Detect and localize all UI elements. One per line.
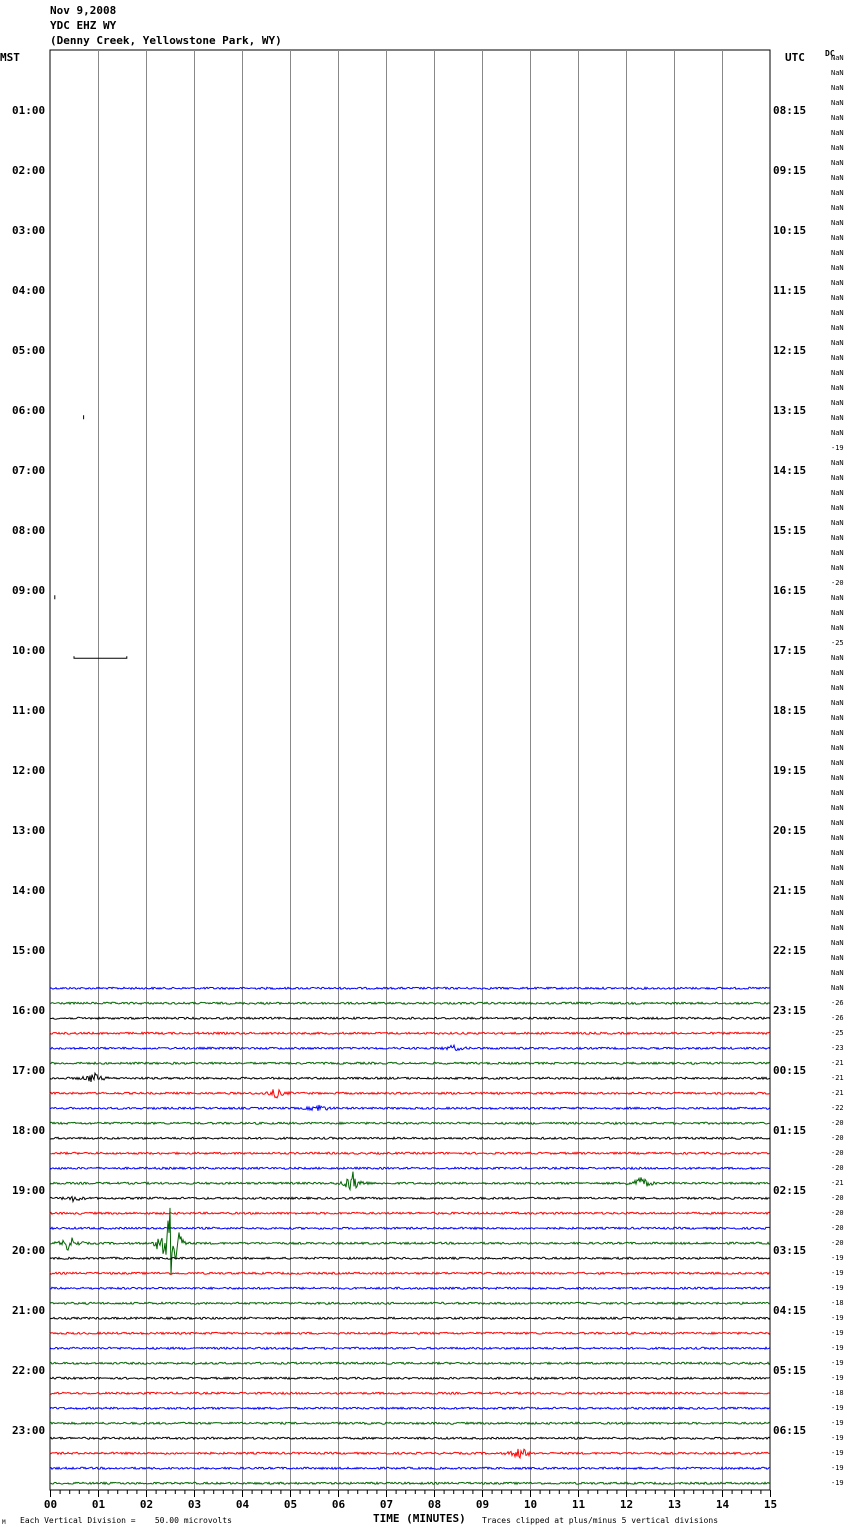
dc-offset-value: NaN	[831, 669, 844, 677]
seismic-trace	[50, 1482, 770, 1484]
dc-offset-value: NaN	[831, 384, 844, 392]
dc-offset-value: NaN	[831, 99, 844, 107]
dc-offset-value: NaN	[831, 279, 844, 287]
dc-offset-value: NaN	[831, 864, 844, 872]
station-code: YDC EHZ WY	[50, 19, 117, 32]
x-tick-label: 12	[619, 1498, 634, 1511]
seismic-trace	[50, 1272, 770, 1274]
dc-offset-value: -21	[831, 1059, 844, 1067]
right-timezone-label: UTC	[785, 51, 805, 64]
dc-offset-value: NaN	[831, 294, 844, 302]
utc-hour-label: 13:15	[773, 404, 807, 417]
dc-offset-value: NaN	[831, 789, 844, 797]
seismic-trace	[50, 1197, 770, 1202]
dc-offset-value: -19	[831, 1284, 844, 1292]
utc-hour-label: 21:15	[773, 884, 807, 897]
utc-hour-label: 00:15	[773, 1064, 807, 1077]
utc-hour-label: 10:15	[773, 224, 807, 237]
dc-offset-value: NaN	[831, 909, 844, 917]
x-tick-label: 00	[43, 1498, 58, 1511]
seismic-trace	[50, 1437, 770, 1439]
seismic-trace	[50, 1073, 770, 1082]
dc-offset-value: NaN	[831, 324, 844, 332]
seismic-trace	[50, 1362, 770, 1364]
x-tick-label: 07	[379, 1498, 394, 1511]
x-tick-label: 13	[667, 1498, 682, 1511]
dc-offset-value: -21	[831, 1179, 844, 1187]
dc-offset-value: NaN	[831, 849, 844, 857]
dc-offset-value: -23	[831, 1044, 844, 1052]
dc-offset-value: -20	[831, 1224, 844, 1232]
dc-offset-value: NaN	[831, 534, 844, 542]
mst-hour-label: 12:00	[12, 764, 46, 777]
seismic-trace	[50, 1422, 770, 1424]
mst-hour-label: 02:00	[12, 164, 46, 177]
x-tick-label: 03	[187, 1498, 202, 1511]
utc-hour-label: 17:15	[773, 644, 807, 657]
dc-offset-value: -20	[831, 1239, 844, 1247]
dc-offset-value: NaN	[831, 924, 844, 932]
x-tick-label: 06	[331, 1498, 346, 1511]
mst-hour-label: 20:00	[12, 1244, 46, 1257]
utc-hour-label: 05:15	[773, 1364, 807, 1377]
x-tick-label: 11	[571, 1498, 586, 1511]
dc-offset-value: NaN	[831, 804, 844, 812]
seismic-trace	[50, 1467, 770, 1469]
dc-offset-value: -19	[831, 1359, 844, 1367]
dc-offset-value: NaN	[831, 189, 844, 197]
mst-hour-label: 09:00	[12, 584, 46, 597]
x-tick-label: 04	[235, 1498, 250, 1511]
dc-offset-value: NaN	[831, 519, 844, 527]
utc-hour-label: 03:15	[773, 1244, 807, 1257]
dc-offset-value: -26	[831, 999, 844, 1007]
seismic-trace	[50, 1172, 770, 1190]
dc-offset-value: -19	[831, 1254, 844, 1262]
chart-date: Nov 9,2008	[50, 4, 117, 17]
mst-hour-label: 01:00	[12, 104, 46, 117]
dc-offset-header: DC	[825, 49, 835, 58]
dc-offset-value: NaN	[831, 69, 844, 77]
mst-hour-label: 03:00	[12, 224, 46, 237]
dc-offset-value: NaN	[831, 489, 844, 497]
dc-offset-value: -19	[831, 1314, 844, 1322]
dc-offset-value: NaN	[831, 654, 844, 662]
dc-offset-value: NaN	[831, 114, 844, 122]
seismic-trace	[50, 1167, 770, 1169]
utc-hour-label: 12:15	[773, 344, 807, 357]
utc-hour-label: 04:15	[773, 1304, 807, 1317]
utc-hour-label: 15:15	[773, 524, 807, 537]
dc-offset-value: NaN	[831, 714, 844, 722]
utc-hour-label: 18:15	[773, 704, 807, 717]
dc-offset-value: NaN	[831, 354, 844, 362]
seismic-trace	[50, 1032, 770, 1034]
dc-offset-value: NaN	[831, 819, 844, 827]
mst-hour-label: 04:00	[12, 284, 46, 297]
dc-offset-value: -19	[831, 1269, 844, 1277]
utc-hour-label: 20:15	[773, 824, 807, 837]
dc-offset-value: NaN	[831, 594, 844, 602]
seismic-trace	[50, 1227, 770, 1229]
seismic-trace	[50, 987, 770, 989]
mst-hour-label: 22:00	[12, 1364, 46, 1377]
utc-hour-label: 06:15	[773, 1424, 807, 1437]
mst-hour-label: 23:00	[12, 1424, 46, 1437]
dc-offset-value: NaN	[831, 459, 844, 467]
seismic-trace	[50, 1257, 770, 1259]
dc-offset-value: NaN	[831, 264, 844, 272]
seismic-trace	[50, 1392, 770, 1394]
dc-offset-value: -19	[831, 1329, 844, 1337]
seismic-trace	[50, 1332, 770, 1334]
dc-offset-value: NaN	[831, 219, 844, 227]
seismic-trace	[50, 1317, 770, 1319]
dc-offset-value: -19	[831, 1464, 844, 1472]
dc-offset-value: -19	[831, 1374, 844, 1382]
seismic-trace	[50, 1208, 770, 1275]
dc-offset-value: NaN	[831, 684, 844, 692]
dc-offset-value: -18	[831, 1299, 844, 1307]
dc-offset-value: -19	[831, 1404, 844, 1412]
seismic-trace	[50, 1449, 770, 1458]
dc-offset-value: -20	[831, 1119, 844, 1127]
mst-hour-label: 07:00	[12, 464, 46, 477]
dc-offset-value: NaN	[831, 54, 844, 62]
utc-hour-label: 11:15	[773, 284, 807, 297]
dc-offset-value: -19	[831, 1434, 844, 1442]
dc-offset-value: NaN	[831, 249, 844, 257]
seismic-trace	[50, 1347, 770, 1349]
dc-offset-value: NaN	[831, 414, 844, 422]
utc-hour-label: 02:15	[773, 1184, 807, 1197]
dc-offset-value: NaN	[831, 969, 844, 977]
utc-hour-label: 16:15	[773, 584, 807, 597]
dc-offset-value: -25	[831, 1029, 844, 1037]
utc-hour-label: 14:15	[773, 464, 807, 477]
dc-offset-value: NaN	[831, 174, 844, 182]
mst-hour-label: 18:00	[12, 1124, 46, 1137]
utc-hour-label: 22:15	[773, 944, 807, 957]
x-axis-title: TIME (MINUTES)	[373, 1512, 466, 1525]
mst-hour-label: 08:00	[12, 524, 46, 537]
dc-offset-value: NaN	[831, 399, 844, 407]
mst-hour-label: 15:00	[12, 944, 46, 957]
mst-hour-label: 13:00	[12, 824, 46, 837]
seismic-trace	[50, 1105, 770, 1111]
dc-offset-value: NaN	[831, 939, 844, 947]
dc-offset-value: NaN	[831, 144, 844, 152]
dc-offset-value: NaN	[831, 129, 844, 137]
dc-offset-value: NaN	[831, 609, 844, 617]
dc-offset-value: NaN	[831, 504, 844, 512]
scale-note: Each Vertical Division = 50.00 microvolts	[20, 1516, 232, 1525]
corner-mark: M	[2, 1519, 6, 1526]
dc-offset-value: NaN	[831, 339, 844, 347]
dc-offset-value: NaN	[831, 699, 844, 707]
dc-offset-value: -22	[831, 1104, 844, 1112]
seismic-trace	[50, 1152, 770, 1154]
utc-hour-label: 08:15	[773, 104, 807, 117]
x-tick-label: 05	[283, 1498, 298, 1511]
dc-offset-value: -19	[831, 1344, 844, 1352]
station-location: (Denny Creek, Yellowstone Park, WY)	[50, 34, 282, 47]
x-tick-label: 08	[427, 1498, 442, 1511]
dc-offset-value: NaN	[831, 729, 844, 737]
dc-offset-value: -19	[831, 1449, 844, 1457]
x-tick-label: 09	[475, 1498, 490, 1511]
trace-fragment	[74, 656, 127, 658]
mst-hour-label: 05:00	[12, 344, 46, 357]
dc-offset-value: NaN	[831, 429, 844, 437]
utc-hour-label: 09:15	[773, 164, 807, 177]
dc-offset-value: -26	[831, 1014, 844, 1022]
seismic-trace	[50, 1002, 770, 1004]
dc-offset-value: NaN	[831, 954, 844, 962]
seismic-trace	[50, 1287, 770, 1289]
x-tick-label: 02	[139, 1498, 154, 1511]
dc-offset-value: NaN	[831, 774, 844, 782]
mst-hour-label: 17:00	[12, 1064, 46, 1077]
seismic-trace	[50, 1017, 770, 1019]
mst-hour-label: 19:00	[12, 1184, 46, 1197]
mst-hour-label: 14:00	[12, 884, 46, 897]
dc-offset-value: NaN	[831, 474, 844, 482]
dc-offset-value: -20	[831, 1164, 844, 1172]
dc-offset-value: -18	[831, 1389, 844, 1397]
dc-offset-value: -19	[831, 1479, 844, 1487]
mst-hour-label: 16:00	[12, 1004, 46, 1017]
x-tick-label: 15	[763, 1498, 778, 1511]
dc-offset-value: NaN	[831, 834, 844, 842]
left-timezone-label: MST	[0, 51, 20, 64]
dc-offset-value: -19	[831, 444, 844, 452]
seismic-trace	[50, 1377, 770, 1379]
dc-offset-value: NaN	[831, 984, 844, 992]
dc-offset-value: NaN	[831, 549, 844, 557]
dc-offset-value: NaN	[831, 624, 844, 632]
dc-offset-value: -21	[831, 1074, 844, 1082]
dc-offset-value: NaN	[831, 204, 844, 212]
dc-offset-value: NaN	[831, 879, 844, 887]
seismic-trace	[50, 1089, 770, 1098]
dc-offset-value: -20	[831, 1209, 844, 1217]
dc-offset-value: -25	[831, 639, 844, 647]
x-tick-label: 14	[715, 1498, 730, 1511]
dc-offset-value: NaN	[831, 234, 844, 242]
x-tick-label: 10	[523, 1498, 538, 1511]
dc-offset-value: -20	[831, 1134, 844, 1142]
dc-offset-value: NaN	[831, 84, 844, 92]
dc-offset-value: NaN	[831, 159, 844, 167]
seismic-trace	[50, 1137, 770, 1139]
dc-offset-value: NaN	[831, 894, 844, 902]
dc-offset-value: -21	[831, 1089, 844, 1097]
dc-offset-value: -19	[831, 1419, 844, 1427]
seismic-trace	[50, 1212, 770, 1214]
dc-offset-value: NaN	[831, 309, 844, 317]
dc-offset-value: NaN	[831, 564, 844, 572]
utc-hour-label: 19:15	[773, 764, 807, 777]
utc-hour-label: 01:15	[773, 1124, 807, 1137]
dc-offset-value: NaN	[831, 759, 844, 767]
mst-hour-label: 11:00	[12, 704, 46, 717]
dc-offset-value: -20	[831, 1194, 844, 1202]
seismic-trace	[50, 1302, 770, 1304]
seismic-trace	[50, 1045, 770, 1050]
mst-hour-label: 10:00	[12, 644, 46, 657]
dc-offset-value: NaN	[831, 744, 844, 752]
seismic-trace	[50, 1122, 770, 1124]
plot-frame	[50, 50, 770, 1490]
x-tick-label: 01	[91, 1498, 106, 1511]
dc-offset-value: -20	[831, 1149, 844, 1157]
dc-offset-value: -20	[831, 579, 844, 587]
utc-hour-label: 23:15	[773, 1004, 807, 1017]
dc-offset-value: NaN	[831, 369, 844, 377]
seismic-trace	[50, 1062, 770, 1064]
mst-hour-label: 06:00	[12, 404, 46, 417]
mst-hour-label: 21:00	[12, 1304, 46, 1317]
clip-note: Traces clipped at plus/minus 5 vertical divisions	[482, 1516, 719, 1525]
seismic-trace	[50, 1407, 770, 1409]
